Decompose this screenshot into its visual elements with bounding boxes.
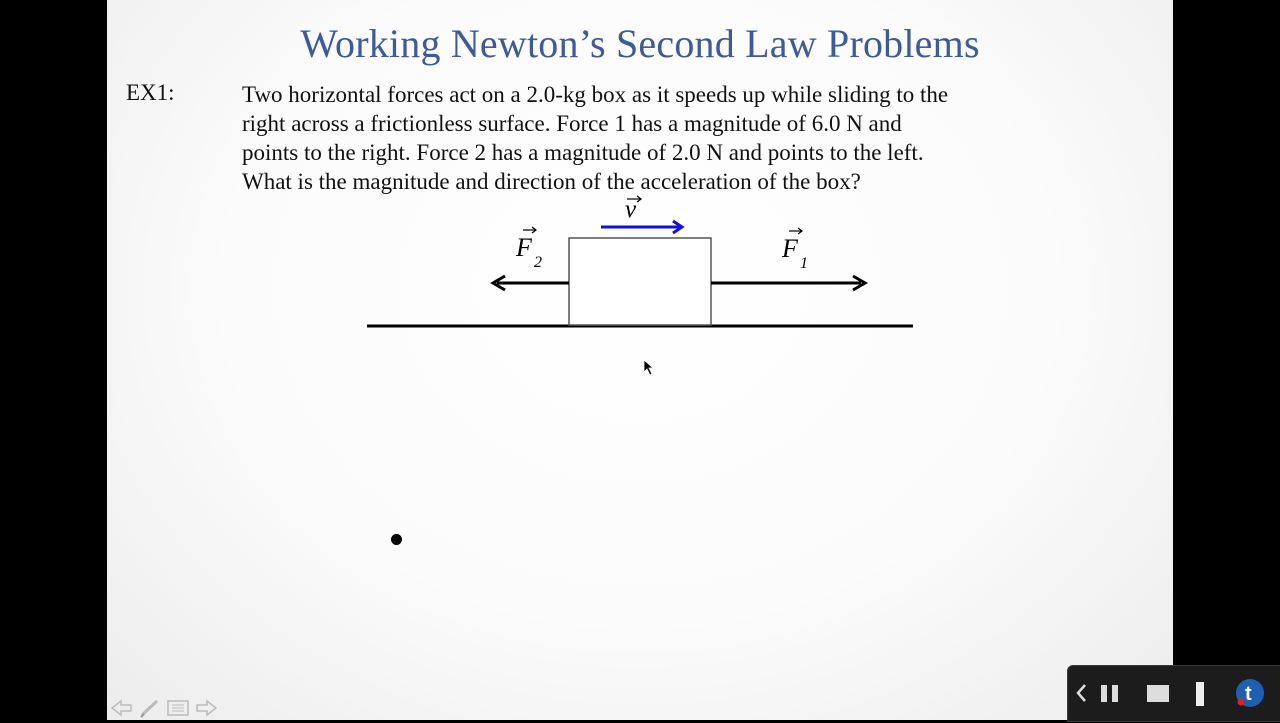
slide <box>107 0 1173 720</box>
velocity-symbol: v <box>625 196 637 223</box>
volume-icon[interactable] <box>1192 680 1208 711</box>
annotation-dot <box>391 534 402 545</box>
problem-line: points to the right. Force 2 has a magnitude of 2.0 N and points to the left. <box>242 140 924 165</box>
force2-subscript: 2 <box>534 254 542 271</box>
problem-line: Two horizontal forces act on a 2.0-kg box as it speeds up while sliding to the <box>242 82 949 107</box>
chevron-left-icon[interactable] <box>1074 680 1088 711</box>
slideshow-controls <box>110 697 218 719</box>
arrow-right-icon[interactable] <box>194 698 218 718</box>
force1-arrow <box>711 276 865 290</box>
example-label: EX1: <box>126 80 175 105</box>
velocity-label <box>625 196 641 223</box>
force2-arrow <box>493 276 569 290</box>
player-controls <box>1067 665 1280 722</box>
force2-label <box>515 227 542 271</box>
force1-symbol: F <box>782 234 798 263</box>
menu-icon[interactable] <box>166 698 190 718</box>
pen-icon[interactable] <box>138 698 162 718</box>
arrow-left-icon[interactable] <box>110 698 134 718</box>
force2-symbol: F <box>516 233 532 262</box>
box <box>569 238 711 325</box>
problem-line: right across a frictionless surface. Force 1 has a magnitude of 6.0 N and <box>242 111 902 136</box>
velocity-arrow <box>601 221 682 233</box>
force-diagram <box>107 0 1173 720</box>
pause-icon[interactable] <box>1098 680 1124 711</box>
force1-subscript: 1 <box>800 255 808 272</box>
force1-label <box>781 228 808 272</box>
stop-icon[interactable] <box>1144 680 1172 711</box>
mouse-cursor-icon <box>643 359 655 377</box>
slide-title: Working Newton’s Second Law Problems <box>300 21 980 66</box>
logo-icon[interactable] <box>1234 677 1266 714</box>
logo-text: t <box>1245 683 1252 705</box>
problem-line: What is the magnitude and direction of the acceleration of the box? <box>242 169 861 194</box>
